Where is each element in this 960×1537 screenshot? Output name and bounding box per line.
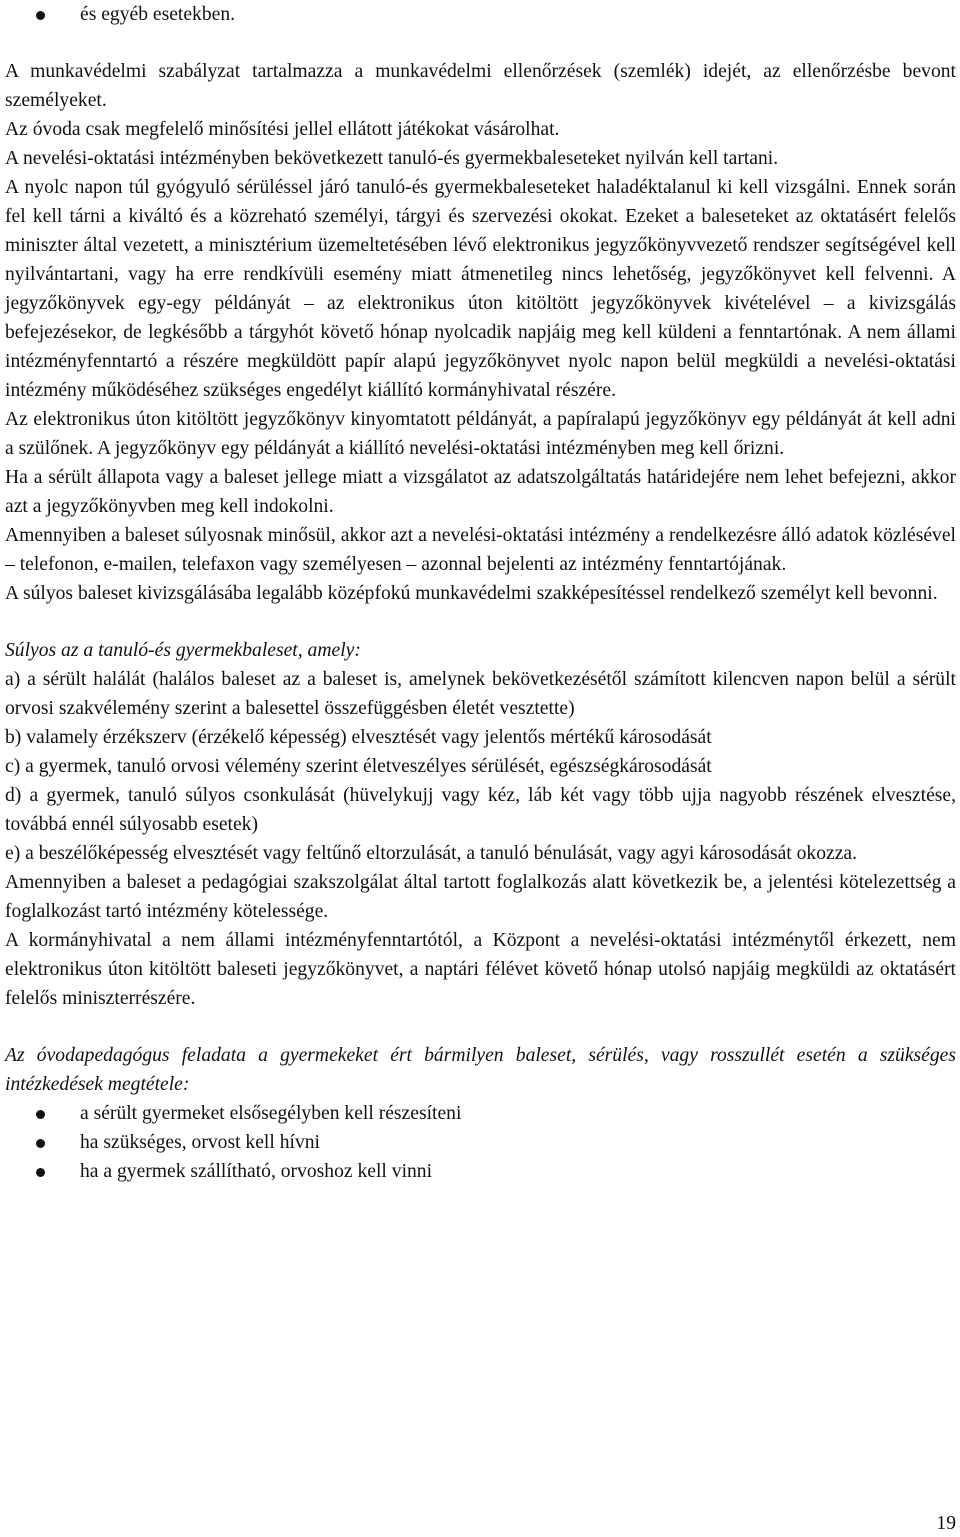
paragraph: A súlyos baleset kivizsgálásába legalább középfokú munkavédelmi szakképesítéssel rendelkező személyt kell bevonni. [5, 583, 938, 604]
paragraph: A munkavédelmi szabályzat tartalmazza a munkavédelmi ellenőrzések (szemlék) idejét, az ellenőrzésbe bevont személyeket. [5, 61, 956, 111]
paragraph: A nevelési-oktatási intézményben bekövetkezett tanuló-és gyermekbaleseteket nyilván kell tartani. [5, 148, 779, 169]
document-page [5, 0, 956, 1186]
list-item-text: a sérült gyermeket elsősegélyben kell részesíteni [80, 1103, 462, 1124]
list-item-text: ha a gyermek szállítható, orvoshoz kell vinni [80, 1161, 433, 1182]
list-item [5, 1099, 956, 1128]
list-item [5, 0, 956, 29]
paragraph: Az elektronikus úton kitöltött jegyzőkönyv kinyomtatott példányát, a papíralapú jegyzőkönyv egy példányát át kell adni a szülőnek. A jegyzőkönyv egy példányát a kiállító nevelési-oktatási intézményben meg kell őrizni. [5, 409, 956, 459]
paragraph: Amennyiben a baleset a pedagógiai szakszolgálat által tartott foglalkozás alatt következik be, a jelentési kötelezettség a foglalkozást tartó intézmény kötelessége. [5, 872, 956, 922]
spacer [5, 29, 956, 57]
paragraph: Ha a sérült állapota vagy a baleset jellege miatt a vizsgálatot az adatszolgáltatás határidejére nem lehet befejezni, akkor azt a jegyzőkönyvben meg kell indokolni. [5, 467, 956, 517]
section-heading: Súlyos az a tanuló-és gyermekbaleset, amely: [5, 640, 361, 661]
paragraph: a) a sérült halálát (halálos baleset az a baleset is, amelynek bekövetkezésétől számított kilencven napon belül a sérült orvosi szakvélemény szerint a balesettel összefüggésben életét vesztette) [5, 669, 956, 719]
paragraph: Az óvoda csak megfelelő minősítési jellel ellátott játékokat vásárolhat. [5, 119, 560, 140]
page-number: 19 [936, 1513, 956, 1534]
paragraph: b) valamely érzékszerv (érzékelő képesség) elvesztését vagy jelentős mértékű károsodását [5, 727, 712, 748]
spacer [5, 1013, 956, 1041]
paragraph: e) a beszélőképesség elvesztését vagy feltűnő eltorzulását, a tanuló bénulását, vagy agyi károsodását okozza. [5, 843, 857, 864]
top-bullet-list [5, 0, 956, 29]
list-item [5, 1157, 956, 1186]
paragraph: d) a gyermek, tanuló súlyos csonkulását (hüvelykujj vagy kéz, láb két vagy több ujja nagyobb részének elvesztése, továbbá ennél súlyosabb esetek) [5, 785, 956, 835]
list-item-text: ha szükséges, orvost kell hívni [80, 1132, 320, 1153]
paragraph: c) a gyermek, tanuló orvosi vélemény szerint életveszélyes sérülését, egészségkárosodását [5, 756, 712, 777]
list-item [5, 1128, 956, 1157]
paragraph: A nyolc napon túl gyógyuló sérüléssel járó tanuló-és gyermekbaleseteket haladéktalanul ki kell vizsgálni. Ennek során fel kell tárni a kiváltó és a közreható személyi, tárgyi és szervezési okokat. Ezeket a baleseteket az oktatásért felelős miniszter által vezetett, a minisztérium üzemeltetésében lévő elektronikus jegyzőkönyvvezető rendszer segítségével kell nyilvántartani, vagy ha erre rendkívüli esemény miatt átmenetileg nincs lehetőség, jegyzőkönyvet kell felvenni. A jegyzőkönyvek egy-egy példányát – az elektronikus úton kitöltött jegyzőkönyvek kivételével – a kivizsgálás befejezésekor, de legkésőbb a tárgyhót követő hónap nyolcadik napjáig meg kell küldeni a fenntartónak. A nem állami intézményfenntartó a részére megküldött papír alapú jegyzőkönyvet nyolc napon belül megküldi a nevelési-oktatási intézmény működéséhez szükséges engedélyt kiállító kormányhivatal részére. [5, 177, 956, 401]
section-regulations [5, 57, 956, 608]
paragraph: Amennyiben a baleset súlyosnak minősül, akkor azt a nevelési-oktatási intézmény a rendelkezésre álló adatok közlésével – telefonon, e-mailen, telefaxon vagy személyesen – azonnal bejelenti az intézmény fenntartójának. [5, 525, 956, 575]
paragraph: A kormányhivatal a nem állami intézményfenntartótól, a Központ a nevelési-oktatási intézménytől érkezett, nem elektronikus úton kitöltött baleseti jegyzőkönyvet, a naptári félévet követő hónap utolsó napjáig megküldi az oktatásért felelős miniszterrészére. [5, 930, 956, 1009]
duties-bullet-list [5, 1099, 956, 1186]
bullet-icon [36, 1110, 45, 1119]
bullet-icon [36, 1168, 45, 1177]
spacer [5, 608, 956, 636]
section-duties [5, 1041, 956, 1186]
section-heading: Az óvodapedagógus feladata a gyermekeket ért bármilyen baleset, sérülés, vagy rosszullét esetén a szükséges intézkedések megtétele: [5, 1045, 956, 1095]
bullet-icon [36, 1139, 45, 1148]
bullet-icon [36, 11, 45, 20]
list-item-text: és egyéb esetekben. [80, 4, 236, 25]
section-severe-accident [5, 636, 956, 1013]
